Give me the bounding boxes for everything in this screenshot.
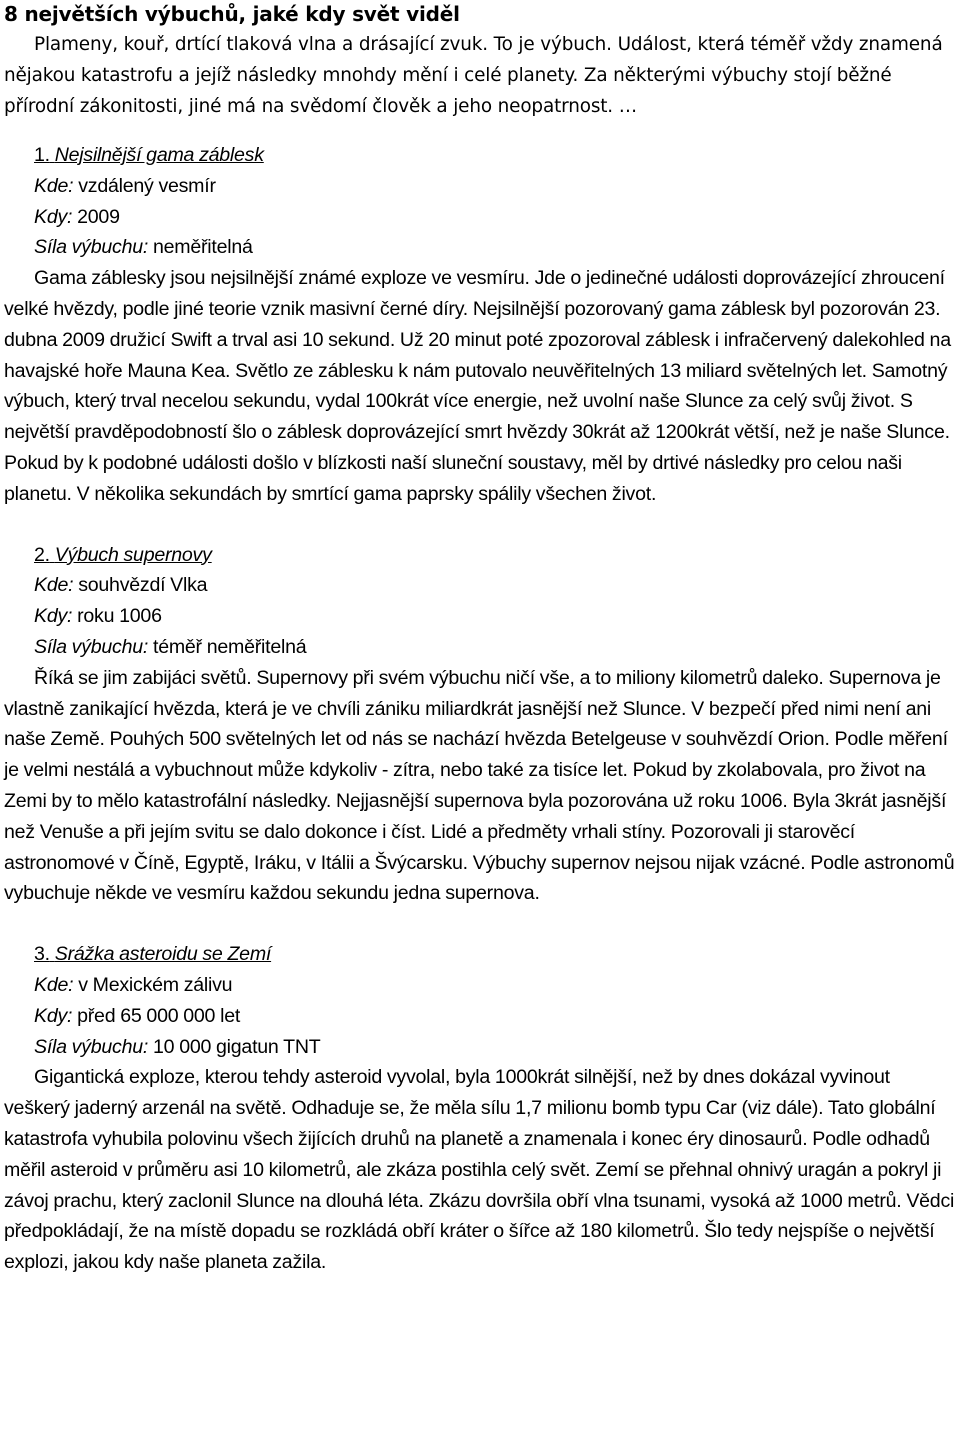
when-label: Kdy:: [34, 1004, 73, 1027]
power-value: neměřitelná: [153, 236, 253, 259]
when-value: před 65 000 000 let: [77, 1004, 241, 1027]
power-row: [4, 1032, 956, 1063]
where-label: Kde:: [34, 174, 74, 197]
section-gamma-burst: [4, 140, 956, 510]
section-body: Gigantická exploze, kterou tehdy asteroid vyvolal, byla 1000krát silnější, než by dnes dokázal vyvinout veškerý jaderný arzenál na světě. Odhaduje se, že měla sílu 1,7 milionu bomb typu Car (viz dále). Tato globální katastrofa vyhubila polovinu všech žijících druhů na planetě a znamenala i konec éry dinosaurů. Podle odhadů měřil asteroid v průměru asi 10 kilometrů, ale zkáza postihla celý svět. Zemí se přehnal ohnivý uragán a pokryl ji závoj prachu, který zaclonil Slunce na dlouhá léta. Zkázu dovršila obří vlna tsunami, vysoká až 1000 metrů. Vědci předpokládají, že na místě dopadu se rozkládá obří kráter o šířce až 180 kilometrů. Šlo tedy nejspíše o největší explozi, jakou kdy naše planeta zažila.: [4, 1066, 955, 1274]
where-label: Kde:: [34, 574, 74, 597]
intro-paragraph: Plameny, kouř, drtící tlaková vlna a drásající zvuk. To je výbuch. Událost, která téměř vždy znamená nějakou katastrofu a jejíž následky mnohdy mění i celé planety. Za některými výbuchy stojí běžné přírodní zákonitosti, jiné má na svědomí člověk a jeho neopatrnost. …: [4, 34, 943, 117]
power-label: Síla výbuchu:: [34, 236, 149, 259]
section-heading: [4, 140, 956, 171]
section-title: Nejsilnější gama záblesk: [54, 144, 264, 166]
power-value: 10 000 gigatun TNT: [153, 1035, 321, 1058]
when-value: roku 1006: [77, 605, 162, 628]
when-label: Kdy:: [34, 605, 73, 628]
section-supernova: [4, 540, 956, 910]
when-value: 2009: [77, 205, 120, 228]
section-title: Srážka asteroidu se Zemí: [54, 943, 272, 966]
when-row: [4, 1001, 956, 1032]
where-row: [4, 570, 956, 601]
section-asteroid-impact: [4, 939, 956, 1278]
power-label: Síla výbuchu:: [34, 1035, 149, 1058]
document-title: 8 největších výbuchů, jaké kdy svět viděl: [4, 2, 460, 26]
where-row: [4, 970, 956, 1001]
where-row: [4, 171, 956, 202]
where-value: v Mexickém zálivu: [78, 973, 233, 996]
when-label: Kdy:: [34, 205, 73, 228]
section-number: 1.: [34, 144, 50, 166]
power-label: Síla výbuchu:: [34, 635, 149, 658]
where-value: vzdálený vesmír: [78, 174, 216, 197]
section-body: Říká se jim zabijáci světů. Supernovy při svém výbuchu ničí vše, a to miliony kilometrů daleko. Supernova je vlastně zanikající hvězda, která je ve chvíli zániku miliardkrát jasnější než Slunce. V bezpečí před nimi není ani naše Země. Pouhých 500 světelných let od nás se nachází hvězda Betelgeuse v souhvězdí Orion. Podle měření je velmi nestálá a vybuchnout může kdykoliv - zítra, nebo také za tisíce let. Pokud by zkolabovala, pro život na Zemi by to mělo katastrofální následky. Nejjasnější supernova byla pozorována už roku 1006. Byla 3krát jasnější než Venuše a při jejím svitu se dalo dokonce i číst. Lidé a předměty vrhali stíny. Pozorovali ji starověcí astronomové v Číně, Egyptě, Iráku, v Itálii a Švýcarsku. Výbuchy supernov nejsou nijak vzácné. Podle astronomů vybuchuje někde ve vesmíru každou sekundu jedna supernova.: [4, 666, 955, 905]
when-row: [4, 601, 956, 632]
section-title: Výbuch supernovy: [54, 543, 212, 566]
power-value: téměř neměřitelná: [153, 635, 307, 658]
section-heading: [4, 540, 956, 571]
section-body: Gama záblesky jsou nejsilnější známé exploze ve vesmíru. Jde o jedinečné události doprovázející zhroucení velké hvězdy, podle jiné teorie vznik masivní černé díry. Nejsilnější pozorovaný gama záblesk byl pozorován 23. dubna 2009 družicí Swift a trval asi 10 sekund. Už 20 minut poté zpozoroval záblesk i infračervený dalekohled na havajské hoře Mauna Kea. Světlo ze záblesku k nám putovalo neuvěřitelných 13 miliard světelných let. Samotný výbuch, který trval necelou sekundu, vydal 100krát více energie, než uvolní naše Slunce za celý svůj život. S největší pravděpodobností šlo o záblesk doprovázející smrt hvězdy 30krát až 1200krát větší, než je naše Slunce. Pokud by k podobné události došlo v blízkosti naší sluneční soustavy, měl by drtivé následky pro celou naši planetu. V několika sekundách by smrtící gama paprsky spálily všechen život.: [4, 267, 951, 505]
power-row: [4, 232, 956, 263]
section-number: 2.: [34, 543, 50, 566]
section-heading: [4, 939, 956, 970]
when-row: [4, 202, 956, 233]
power-row: [4, 632, 956, 663]
where-label: Kde:: [34, 973, 74, 996]
section-number: 3.: [34, 943, 50, 966]
where-value: souhvězdí Vlka: [78, 574, 208, 597]
